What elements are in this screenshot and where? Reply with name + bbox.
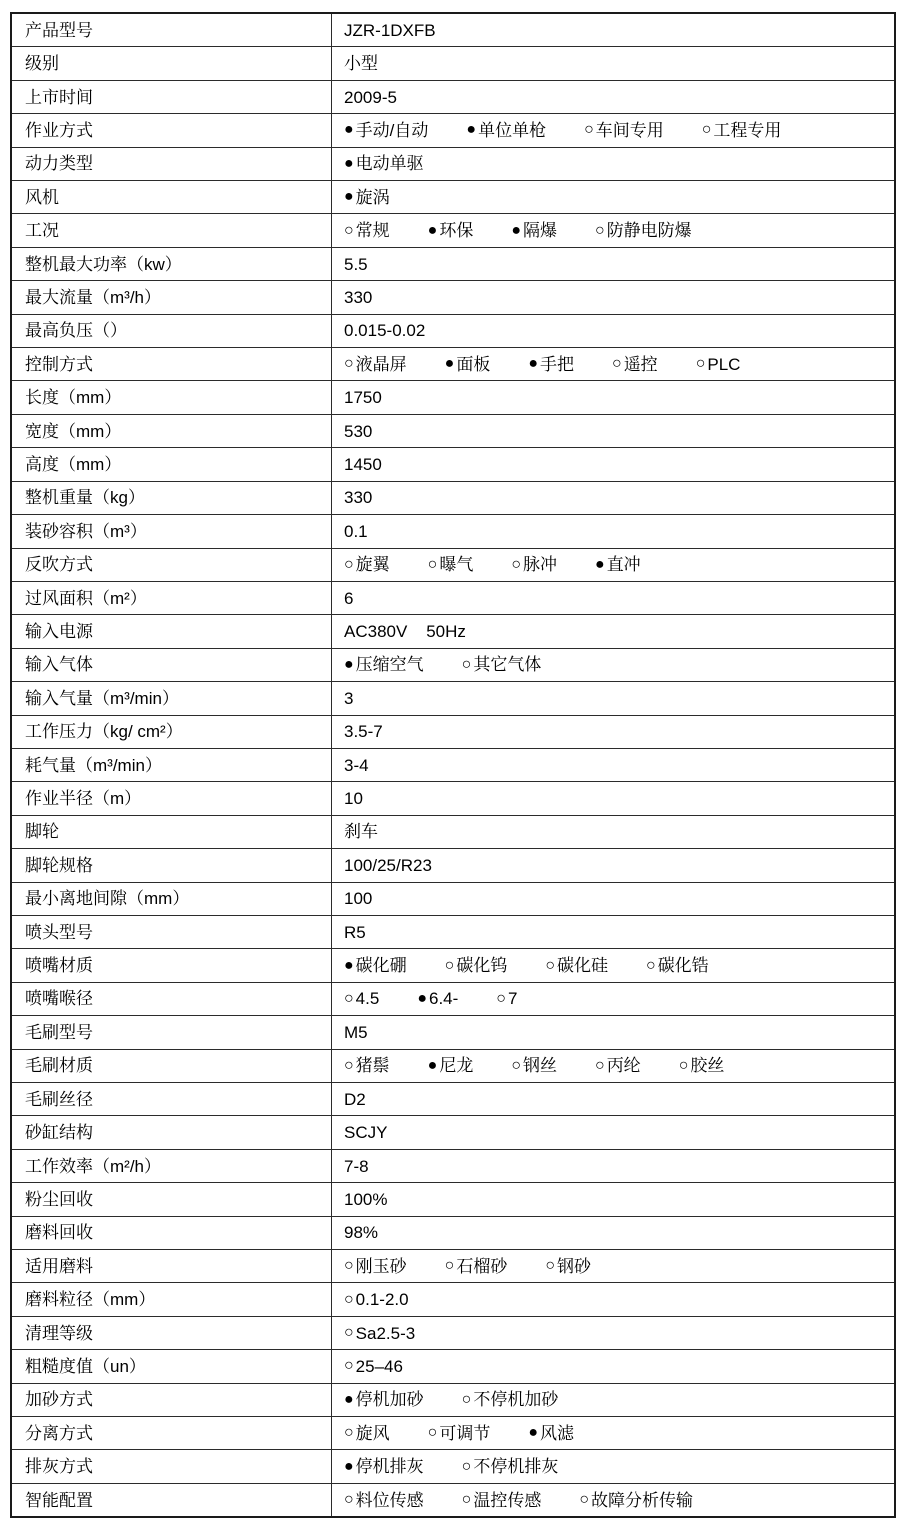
table-row bbox=[12, 248, 894, 281]
option bbox=[595, 556, 641, 573]
option-label: 不停机排灰 bbox=[473, 1457, 559, 1477]
table-row bbox=[12, 949, 894, 982]
table-row bbox=[12, 983, 894, 1016]
spec-label: 反吹方式 bbox=[12, 549, 332, 581]
radio-empty-icon: ○ bbox=[344, 1056, 354, 1074]
spec-label: 清理等级 bbox=[12, 1317, 332, 1349]
spec-value: 98% bbox=[344, 1223, 379, 1243]
radio-empty-icon: ○ bbox=[461, 1457, 472, 1475]
spec-value: 3.5-7 bbox=[344, 722, 383, 742]
spec-value: 0.015-0.02 bbox=[344, 321, 426, 341]
radio-filled-icon: ● bbox=[528, 1424, 539, 1442]
option-label: 环保 bbox=[439, 221, 474, 241]
option bbox=[428, 222, 474, 239]
option bbox=[612, 356, 658, 373]
spec-label: 过风面积（m²） bbox=[12, 582, 332, 614]
table-row bbox=[12, 716, 894, 749]
spec-label: 磨料回收 bbox=[12, 1217, 332, 1249]
option bbox=[528, 1425, 574, 1442]
option-label: 可调节 bbox=[439, 1423, 491, 1443]
option bbox=[344, 1057, 390, 1074]
spec-value: 100% bbox=[344, 1189, 388, 1209]
spec-label: 喷嘴喉径 bbox=[12, 983, 332, 1015]
spec-value: 100/25/R23 bbox=[344, 855, 432, 875]
option-label: 液晶屏 bbox=[355, 354, 407, 374]
option-label: 4.5 bbox=[355, 989, 380, 1009]
option-label: 旋涡 bbox=[355, 187, 390, 207]
spec-value: 3-4 bbox=[344, 755, 369, 775]
option-label: 车间专用 bbox=[595, 120, 664, 140]
spec-label: 喷头型号 bbox=[12, 916, 332, 948]
option bbox=[528, 356, 574, 373]
option-label: 钢丝 bbox=[523, 1056, 558, 1076]
spec-label: 产品型号 bbox=[12, 14, 332, 46]
option-label: 0.1-2.0 bbox=[355, 1290, 409, 1310]
table-row bbox=[12, 1484, 894, 1516]
radio-filled-icon: ● bbox=[427, 1056, 438, 1074]
spec-value: 330 bbox=[344, 287, 373, 307]
option-label: 胶丝 bbox=[690, 1056, 725, 1076]
option-label: 碳化锆 bbox=[657, 956, 709, 976]
table-row bbox=[12, 1217, 894, 1250]
spec-label: 毛刷丝径 bbox=[12, 1083, 332, 1115]
spec-label: 高度（mm） bbox=[12, 448, 332, 480]
spec-value bbox=[332, 1317, 894, 1349]
table-row bbox=[12, 381, 894, 414]
spec-label: 砂缸结构 bbox=[12, 1116, 332, 1148]
option bbox=[344, 155, 424, 172]
table-row bbox=[12, 615, 894, 648]
option bbox=[344, 189, 390, 206]
radio-empty-icon: ○ bbox=[427, 1424, 438, 1442]
option bbox=[595, 1057, 641, 1074]
table-row bbox=[12, 549, 894, 582]
option-label: 其它气体 bbox=[473, 655, 542, 675]
spec-label: 最高负压（） bbox=[12, 315, 332, 347]
radio-empty-icon: ○ bbox=[444, 1257, 455, 1275]
radio-empty-icon: ○ bbox=[344, 1257, 354, 1275]
radio-filled-icon: ● bbox=[417, 989, 427, 1007]
table-row bbox=[12, 181, 894, 214]
table-row bbox=[12, 749, 894, 782]
radio-empty-icon: ○ bbox=[344, 1491, 354, 1509]
option-label: 停机加砂 bbox=[355, 1390, 424, 1410]
spec-label: 脚轮 bbox=[12, 816, 332, 848]
radio-empty-icon: ○ bbox=[584, 121, 594, 139]
option-label: 6.4- bbox=[428, 989, 459, 1009]
option bbox=[344, 1458, 424, 1475]
option bbox=[496, 990, 517, 1007]
table-row bbox=[12, 214, 894, 247]
spec-label: 磨料粒径（mm） bbox=[12, 1283, 332, 1315]
radio-empty-icon: ○ bbox=[646, 956, 656, 974]
table-row bbox=[12, 515, 894, 548]
table-row bbox=[12, 682, 894, 715]
option bbox=[344, 1358, 403, 1375]
spec-value bbox=[332, 1050, 894, 1082]
radio-empty-icon: ○ bbox=[461, 1491, 472, 1509]
radio-filled-icon: ● bbox=[344, 1390, 354, 1408]
option-label: 7 bbox=[507, 989, 518, 1009]
spec-label: 适用磨料 bbox=[12, 1250, 332, 1282]
option-label: 曝气 bbox=[439, 555, 474, 575]
option-label: 面板 bbox=[456, 354, 491, 374]
spec-label: 最小离地间隙（mm） bbox=[12, 883, 332, 915]
option-label: 停机排灰 bbox=[355, 1457, 424, 1477]
radio-empty-icon: ○ bbox=[545, 1257, 556, 1275]
spec-label: 排灰方式 bbox=[12, 1450, 332, 1482]
spec-value: SCJY bbox=[344, 1123, 388, 1143]
option-label: 工程专用 bbox=[713, 120, 782, 140]
table-row bbox=[12, 47, 894, 80]
option-label: 碳化硼 bbox=[355, 956, 407, 976]
option bbox=[428, 1425, 491, 1442]
spec-value bbox=[332, 1450, 894, 1482]
spec-value bbox=[332, 214, 894, 246]
radio-empty-icon: ○ bbox=[427, 555, 438, 573]
option bbox=[344, 1325, 415, 1342]
table-row bbox=[12, 315, 894, 348]
table-row bbox=[12, 1016, 894, 1049]
option bbox=[445, 1258, 508, 1275]
option-label: 隔爆 bbox=[523, 221, 558, 241]
option bbox=[462, 1458, 559, 1475]
spec-value: R5 bbox=[344, 922, 366, 942]
spec-label: 毛刷型号 bbox=[12, 1016, 332, 1048]
option bbox=[511, 556, 557, 573]
spec-value: M5 bbox=[344, 1022, 368, 1042]
table-row bbox=[12, 348, 894, 381]
option-label: 故障分析传输 bbox=[591, 1490, 694, 1510]
radio-filled-icon: ● bbox=[528, 355, 539, 373]
option-label: 猪鬃 bbox=[355, 1056, 390, 1076]
option bbox=[511, 222, 557, 239]
table-row bbox=[12, 1317, 894, 1350]
spec-label: 最大流量（m³/h） bbox=[12, 281, 332, 313]
table-row bbox=[12, 1050, 894, 1083]
option bbox=[702, 122, 782, 139]
spec-label: 输入电源 bbox=[12, 615, 332, 647]
spec-value bbox=[332, 1250, 894, 1282]
radio-empty-icon: ○ bbox=[695, 355, 706, 373]
spec-label: 控制方式 bbox=[12, 348, 332, 380]
radio-filled-icon: ● bbox=[344, 121, 354, 139]
spec-value: 5.5 bbox=[344, 254, 368, 274]
spec-label: 输入气体 bbox=[12, 649, 332, 681]
option-label: 压缩空气 bbox=[355, 655, 424, 675]
table-row bbox=[12, 916, 894, 949]
spec-value bbox=[332, 649, 894, 681]
spec-value: 2009-5 bbox=[344, 87, 397, 107]
option bbox=[696, 356, 741, 373]
spec-value bbox=[332, 949, 894, 981]
spec-value bbox=[332, 1484, 894, 1516]
spec-label: 宽度（mm） bbox=[12, 415, 332, 447]
table-row bbox=[12, 782, 894, 815]
table-row bbox=[12, 114, 894, 147]
option-label: 碳化钨 bbox=[456, 956, 508, 976]
table-row bbox=[12, 1150, 894, 1183]
option-label: 手动/自动 bbox=[355, 120, 429, 140]
spec-label: 整机重量（kg） bbox=[12, 482, 332, 514]
spec-value bbox=[332, 148, 894, 180]
radio-empty-icon: ○ bbox=[595, 1056, 605, 1074]
option bbox=[462, 1391, 559, 1408]
spec-label: 毛刷材质 bbox=[12, 1050, 332, 1082]
radio-filled-icon: ● bbox=[344, 1457, 354, 1475]
spec-label: 动力类型 bbox=[12, 148, 332, 180]
option-label: 石榴砂 bbox=[456, 1256, 508, 1276]
spec-value: 330 bbox=[344, 488, 373, 508]
option bbox=[579, 1492, 693, 1509]
radio-empty-icon: ○ bbox=[344, 1357, 354, 1375]
option bbox=[344, 1391, 424, 1408]
option bbox=[344, 556, 390, 573]
radio-empty-icon: ○ bbox=[678, 1056, 689, 1074]
table-row bbox=[12, 14, 894, 47]
spec-value bbox=[332, 983, 894, 1015]
option bbox=[445, 356, 491, 373]
radio-filled-icon: ● bbox=[427, 221, 438, 239]
radio-empty-icon: ○ bbox=[344, 1290, 354, 1308]
spec-value: 0.1 bbox=[344, 521, 368, 541]
spec-label: 级别 bbox=[12, 47, 332, 79]
option bbox=[344, 1258, 407, 1275]
table-row bbox=[12, 883, 894, 916]
option bbox=[344, 356, 407, 373]
radio-empty-icon: ○ bbox=[701, 121, 712, 139]
option bbox=[344, 1425, 390, 1442]
spec-label: 整机最大功率（kw） bbox=[12, 248, 332, 280]
spec-value: 10 bbox=[344, 789, 363, 809]
option bbox=[646, 957, 709, 974]
option-label: PLC bbox=[707, 354, 741, 374]
radio-empty-icon: ○ bbox=[461, 1390, 472, 1408]
spec-value: 7-8 bbox=[344, 1156, 369, 1176]
option-label: 手把 bbox=[540, 354, 575, 374]
spec-label: 粗糙度值（un） bbox=[12, 1350, 332, 1382]
spec-label: 作业方式 bbox=[12, 114, 332, 146]
radio-empty-icon: ○ bbox=[344, 989, 354, 1007]
option bbox=[428, 1057, 474, 1074]
option bbox=[344, 957, 407, 974]
option bbox=[344, 222, 390, 239]
radio-empty-icon: ○ bbox=[344, 555, 354, 573]
option bbox=[511, 1057, 557, 1074]
spec-value bbox=[332, 114, 894, 146]
option bbox=[545, 1258, 591, 1275]
radio-empty-icon: ○ bbox=[444, 956, 455, 974]
spec-value: D2 bbox=[344, 1089, 366, 1109]
spec-value bbox=[332, 348, 894, 380]
spec-label: 工作效率（m²/h） bbox=[12, 1150, 332, 1182]
option bbox=[344, 990, 379, 1007]
option-label: 尼龙 bbox=[439, 1056, 474, 1076]
table-row bbox=[12, 1083, 894, 1116]
radio-empty-icon: ○ bbox=[612, 355, 622, 373]
table-row bbox=[12, 1250, 894, 1283]
radio-filled-icon: ● bbox=[444, 355, 455, 373]
spec-value: 530 bbox=[344, 421, 373, 441]
radio-empty-icon: ○ bbox=[545, 956, 556, 974]
table-row bbox=[12, 281, 894, 314]
option-label: 脉冲 bbox=[523, 555, 558, 575]
spec-label: 上市时间 bbox=[12, 81, 332, 113]
table-row bbox=[12, 81, 894, 114]
option-label: 钢砂 bbox=[557, 1256, 592, 1276]
table-row bbox=[12, 1183, 894, 1216]
option-label: 不停机加砂 bbox=[473, 1390, 559, 1410]
radio-empty-icon: ○ bbox=[344, 1424, 354, 1442]
table-row bbox=[12, 816, 894, 849]
table-row bbox=[12, 148, 894, 181]
spec-label: 加砂方式 bbox=[12, 1384, 332, 1416]
option-label: 料位传感 bbox=[355, 1490, 424, 1510]
option bbox=[462, 656, 542, 673]
table-row bbox=[12, 415, 894, 448]
table-row bbox=[12, 1283, 894, 1316]
spec-value: 6 bbox=[344, 588, 354, 608]
option-label: 常规 bbox=[355, 221, 390, 241]
option-label: 25–46 bbox=[355, 1356, 403, 1376]
radio-filled-icon: ● bbox=[344, 188, 354, 206]
spec-value bbox=[332, 1283, 894, 1315]
option-label: 旋翼 bbox=[355, 555, 390, 575]
spec-label: 分离方式 bbox=[12, 1417, 332, 1449]
spec-label: 耗气量（m³/min） bbox=[12, 749, 332, 781]
option-label: 刚玉砂 bbox=[355, 1256, 407, 1276]
option bbox=[545, 957, 608, 974]
option-label: 遥控 bbox=[623, 354, 658, 374]
option bbox=[344, 1291, 409, 1308]
spec-label: 风机 bbox=[12, 181, 332, 213]
option-label: 电动单驱 bbox=[355, 154, 424, 174]
radio-filled-icon: ● bbox=[344, 154, 354, 172]
spec-value: 100 bbox=[344, 889, 373, 909]
table-row bbox=[12, 1417, 894, 1450]
radio-empty-icon: ○ bbox=[595, 221, 605, 239]
option-label: 单位单枪 bbox=[478, 120, 547, 140]
option bbox=[417, 990, 458, 1007]
option-label: 碳化硅 bbox=[557, 956, 609, 976]
option bbox=[344, 1492, 424, 1509]
spec-value bbox=[332, 181, 894, 213]
option-label: 旋风 bbox=[355, 1423, 390, 1443]
table-row bbox=[12, 1384, 894, 1417]
table-row bbox=[12, 582, 894, 615]
table-row bbox=[12, 1350, 894, 1383]
option-label: Sa2.5-3 bbox=[355, 1323, 416, 1343]
radio-empty-icon: ○ bbox=[579, 1491, 590, 1509]
option bbox=[344, 122, 428, 139]
option bbox=[462, 1492, 542, 1509]
table-row bbox=[12, 649, 894, 682]
spec-label: 工况 bbox=[12, 214, 332, 246]
spec-value: 刹车 bbox=[344, 822, 378, 842]
option bbox=[428, 556, 474, 573]
spec-value: 小型 bbox=[344, 54, 378, 74]
option bbox=[344, 656, 424, 673]
spec-value bbox=[332, 1384, 894, 1416]
spec-value: AC380V 50Hz bbox=[344, 622, 466, 642]
radio-empty-icon: ○ bbox=[511, 1056, 522, 1074]
spec-label: 脚轮规格 bbox=[12, 849, 332, 881]
radio-empty-icon: ○ bbox=[344, 221, 354, 239]
radio-empty-icon: ○ bbox=[344, 1324, 354, 1342]
option bbox=[595, 222, 692, 239]
radio-filled-icon: ● bbox=[344, 956, 354, 974]
spec-value: JZR-1DXFB bbox=[344, 20, 436, 40]
spec-table bbox=[10, 12, 896, 1518]
option-label: 温控传感 bbox=[473, 1490, 542, 1510]
spec-value bbox=[332, 1350, 894, 1382]
spec-label: 工作压力（kg/ cm²） bbox=[12, 716, 332, 748]
radio-filled-icon: ● bbox=[466, 121, 477, 139]
radio-filled-icon: ● bbox=[595, 555, 605, 573]
option bbox=[445, 957, 508, 974]
spec-value bbox=[332, 1417, 894, 1449]
option-label: 直冲 bbox=[606, 555, 641, 575]
spec-value: 3 bbox=[344, 688, 354, 708]
option-label: 防静电防爆 bbox=[606, 221, 692, 241]
option bbox=[584, 122, 664, 139]
table-row bbox=[12, 448, 894, 481]
table-row bbox=[12, 482, 894, 515]
option-label: 风滤 bbox=[540, 1423, 575, 1443]
spec-label: 输入气量（m³/min） bbox=[12, 682, 332, 714]
spec-value: 1450 bbox=[344, 454, 382, 474]
table-row bbox=[12, 1450, 894, 1483]
option-label: 丙纶 bbox=[606, 1056, 641, 1076]
spec-label: 装砂容积（m³） bbox=[12, 515, 332, 547]
radio-filled-icon: ● bbox=[511, 221, 522, 239]
spec-label: 长度（mm） bbox=[12, 381, 332, 413]
spec-value: 1750 bbox=[344, 388, 382, 408]
radio-empty-icon: ○ bbox=[496, 989, 506, 1007]
table-row bbox=[12, 1116, 894, 1149]
spec-value bbox=[332, 549, 894, 581]
spec-label: 作业半径（m） bbox=[12, 782, 332, 814]
radio-empty-icon: ○ bbox=[344, 355, 354, 373]
table-row bbox=[12, 849, 894, 882]
spec-label: 粉尘回收 bbox=[12, 1183, 332, 1215]
spec-label: 喷嘴材质 bbox=[12, 949, 332, 981]
spec-label: 智能配置 bbox=[12, 1484, 332, 1516]
radio-filled-icon: ● bbox=[344, 655, 354, 673]
option bbox=[679, 1057, 725, 1074]
option bbox=[466, 122, 546, 139]
radio-empty-icon: ○ bbox=[511, 555, 522, 573]
radio-empty-icon: ○ bbox=[461, 655, 472, 673]
